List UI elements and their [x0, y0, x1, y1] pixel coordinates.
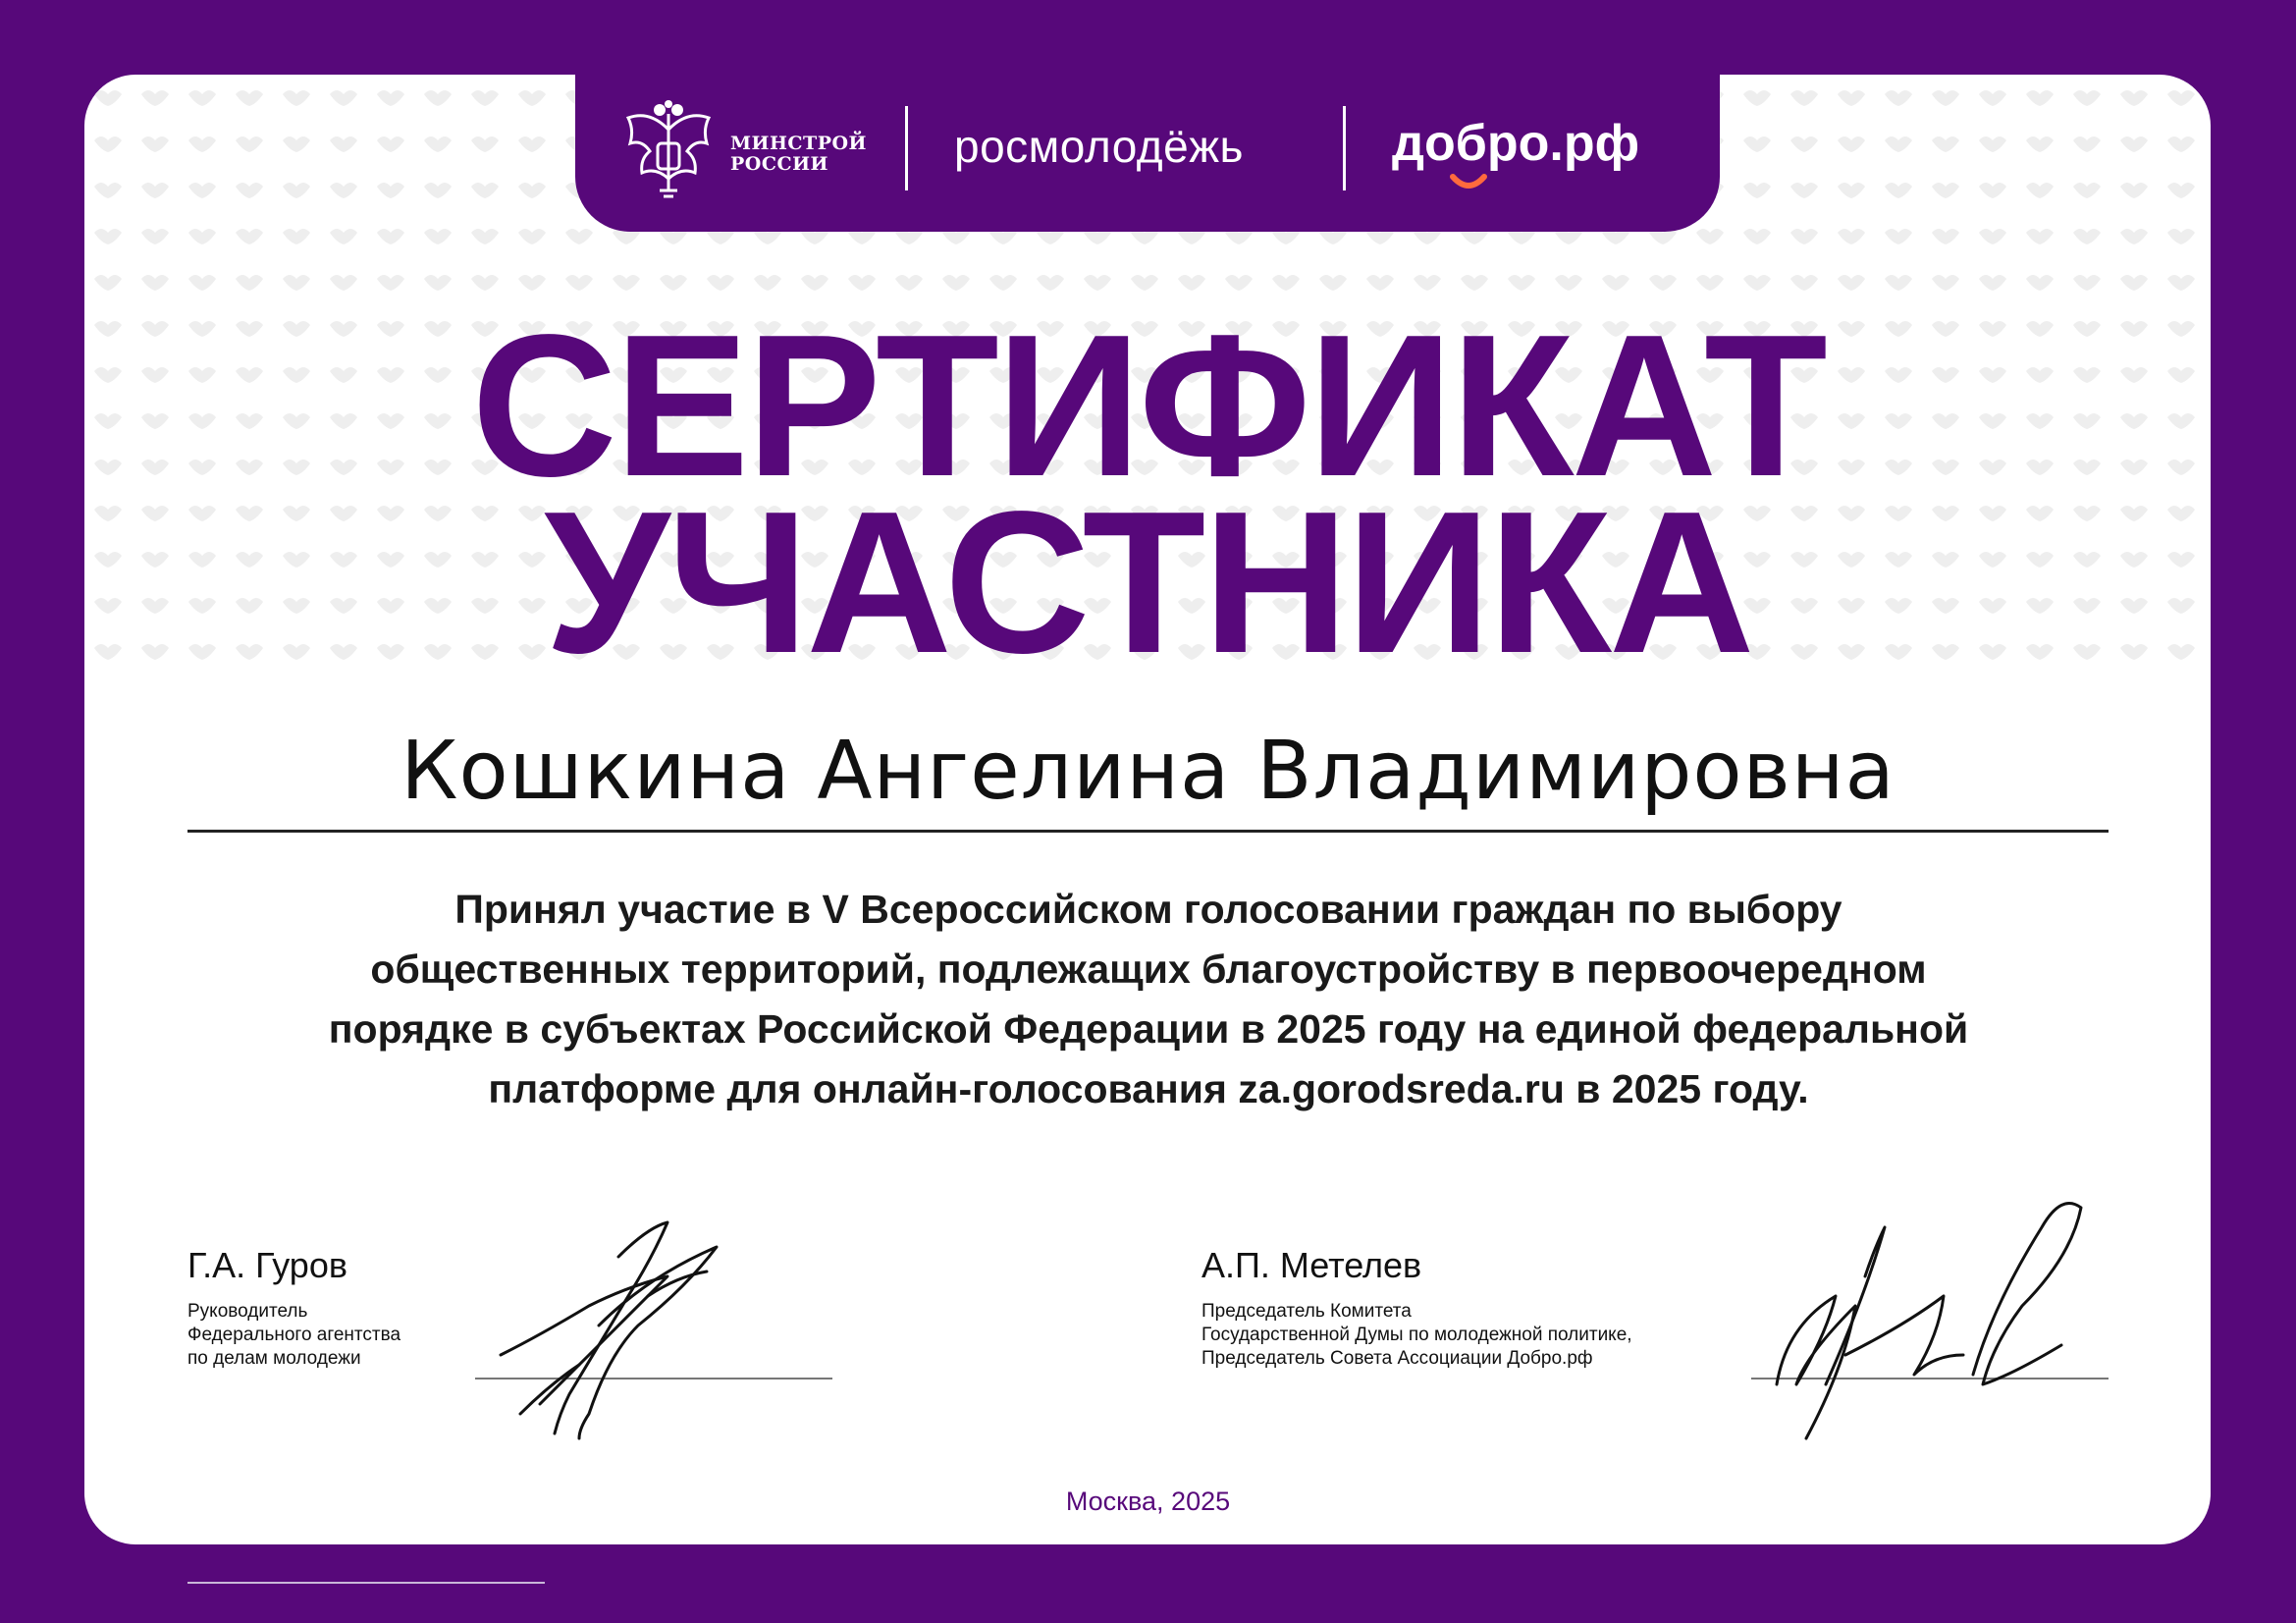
role-line: Председатель Совета Ассоциации Добро.рф [1201, 1348, 1593, 1369]
description-line: платформе для онлайн-голосования za.gorodsreda.ru в 2025 году. [488, 1066, 1809, 1111]
city-year: Москва, 2025 [1065, 1487, 1231, 1516]
partner-logos [575, 75, 1720, 232]
role-line: по делам молодежи [187, 1348, 361, 1369]
role-line: Руководитель [187, 1301, 308, 1322]
logo-divider [905, 106, 908, 190]
certificate-title-line2: УЧАСТНИКА [544, 469, 1752, 695]
role-line: Государственной Думы по молодежной политике, [1201, 1325, 1632, 1345]
description-line: порядке в субъектах Российской Федерации в 2025 году на единой федеральной [328, 1006, 1969, 1052]
minstroy-logo-text [730, 134, 867, 175]
dobro-logo: добро.рф [1392, 115, 1640, 172]
signatory-2-role [1201, 1300, 1632, 1371]
signatory-2-name: А.П. Метелев [1201, 1245, 1422, 1285]
certificate-description [157, 880, 2140, 1119]
signature-2-image [1767, 1188, 2120, 1443]
russian-eagle-emblem-icon [620, 100, 717, 202]
signatory-1-name: Г.А. Гуров [187, 1245, 347, 1285]
signatory-1-role [187, 1300, 400, 1371]
role-line: Федерального агентства [187, 1325, 401, 1345]
recipient-name: Кошкина Ангелина Владимировна [400, 725, 1896, 818]
description-line: Принял участие в V Всероссийском голосовании граждан по выбору [454, 887, 1842, 932]
minstroy-line1: МИНСТРОЙ [730, 133, 867, 154]
minstroy-line2: РОССИИ [730, 153, 828, 175]
rosmolodezh-logo: росмолодёжь [954, 121, 1244, 172]
footer-line [187, 1582, 545, 1584]
name-underline [187, 830, 2109, 833]
logo-divider [1343, 106, 1346, 190]
dobro-smile-icon [1449, 173, 1488, 192]
description-line: общественных территорий, подлежащих благоустройству в первоочередном [370, 947, 1927, 992]
certificate-title-line1: СЕРТИФИКАТ [471, 293, 1825, 518]
signature-1-image [481, 1217, 746, 1443]
role-line: Председатель Комитета [1201, 1301, 1412, 1322]
